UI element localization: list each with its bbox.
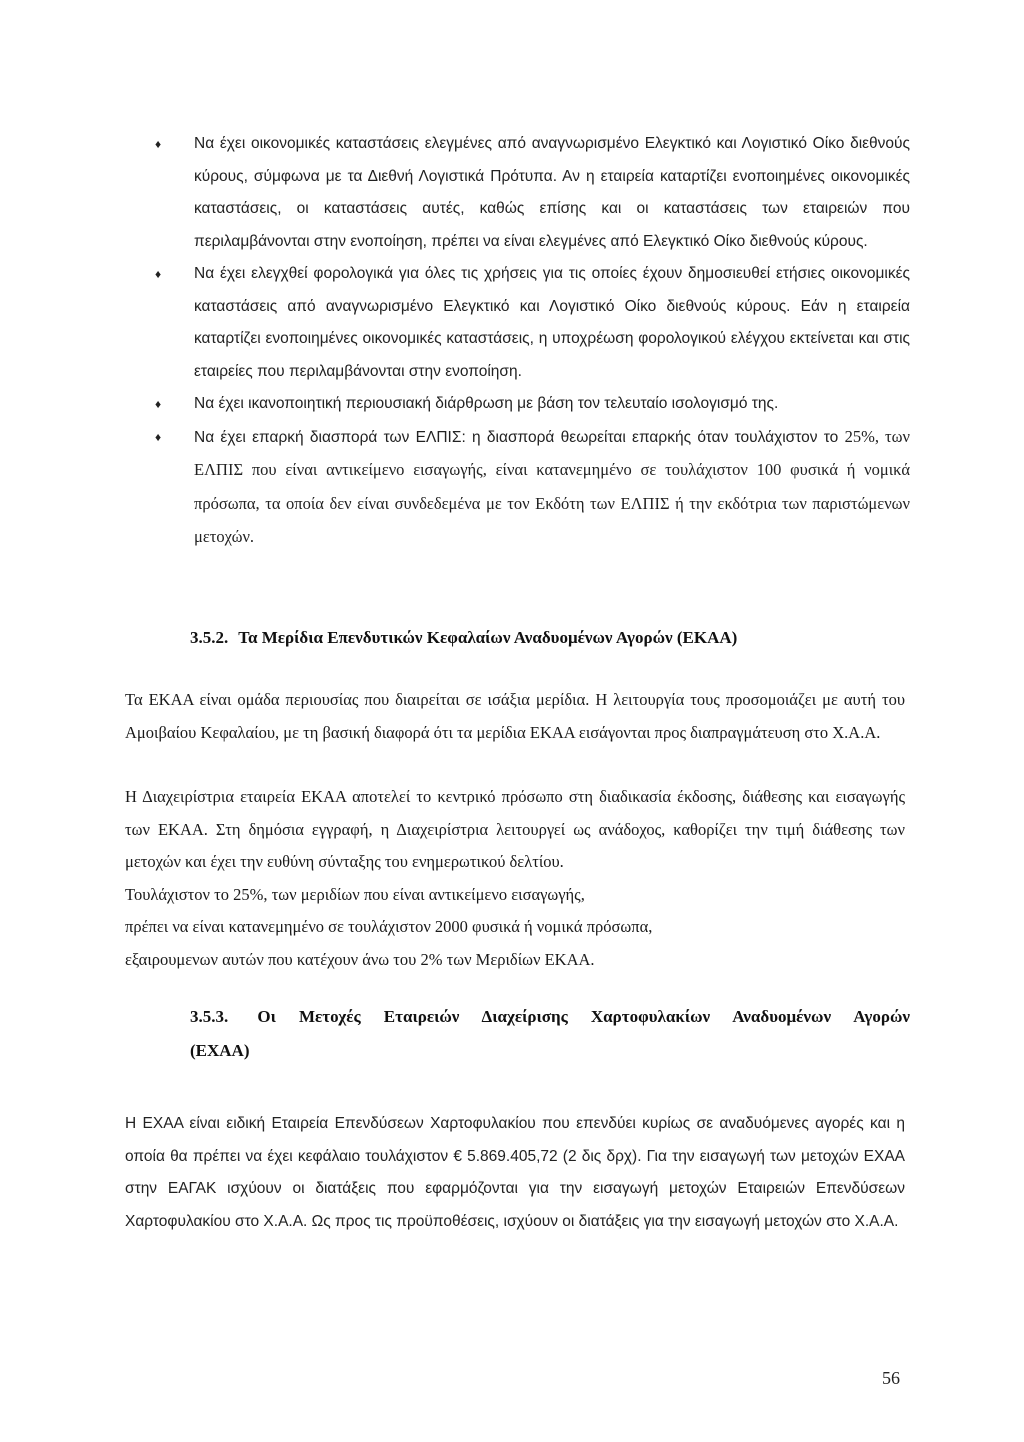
list-item-text: Να έχει ελεγχθεί φορολογικά για όλες τις χρήσεις για τις οποίες έχουν δημοσιευθεί ετήσιες οικονομικές καταστάσεις από αναγνωρισμένο Ελεγκτικό και Λογιστικό Οίκο διεθνούς κύρους. Εάν η εταιρεία καταρτίζει ενοποιημένες οικονομικές καταστάσεις, η υποχρέωση φορολογικού ελέγχου εκτείνεται και στις εταιρείες που περιλαμβάνονται στην ενοποίηση. <box>194 265 910 380</box>
section-title: Οι Μετοχές Εταιρειών Διαχείρισης Χαρτοφυλακίων Αναδυομένων Αγορών <box>257 1007 910 1026</box>
section-title-continued: (ΕΧΑΑ) <box>190 1041 250 1060</box>
ekaa-requirement-line: Τουλάχιστον το 25%, των μεριδίων που είναι αντικείμενο εισαγωγής, <box>125 885 585 904</box>
ekaa-description-paragraph: Τα ΕΚΑΑ είναι ομάδα περιουσίας που διαιρείται σε ισάξια μερίδια. Η λειτουργία τους προσομοιάζει με αυτή του Αμοιβαίου Κεφαλαίου, με τη βασική διαφορά ότι τα μερίδια ΕΚΑΑ εισάγονται προς διαπραγμάτευση στο Χ.Α.Α. <box>125 690 905 742</box>
list-item <box>150 128 910 258</box>
page-number: 56 <box>882 1368 900 1388</box>
diamond-bullet-icon: ♦ <box>155 397 162 411</box>
requirements-list <box>150 128 910 555</box>
section-number: 3.5.3. <box>190 1007 229 1026</box>
section-title: Τα Μερίδια Επενδυτικών Κεφαλαίων Αναδυομένων Αγορών (ΕΚΑΑ) <box>238 628 738 647</box>
list-item <box>150 421 910 555</box>
ekaa-manager-paragraph: Η Διαχειρίστρια εταιρεία ΕΚΑΑ αποτελεί το κεντρικό πρόσωπο στη διαδικασία έκδοσης, διάθεσης και εισαγωγής των ΕΚΑΑ. Στη δημόσια εγγραφή, η Διαχειρίστρια λειτουργεί ως ανάδοχος, καθορίζει την τιμή διάθεσης των μετοχών και έχει την ευθύνη σύνταξης του ενημερωτικού δελτίου. <box>125 787 905 871</box>
ekaa-requirement-line: πρέπει να είναι κατανεμημένο σε τουλάχιστον 2000 φυσικά ή νομικά πρόσωπα, <box>125 917 653 936</box>
list-item-text-continued: 25%, των ΕΛΠΙΣ που είναι αντικείμενο εισαγωγής, είναι κατανεμημένο σε τουλάχιστον 100 φυσικά ή νομικά πρόσωπα, τα οποία δεν είναι συνδεδεμένα με τον Εκδότη των ΕΛΠΙΣ ή την εκδότρια των παριστώμενων μετοχών. <box>194 426 910 546</box>
list-item-text: Να έχει επαρκή διασπορά των ΕΛΠΙΣ: η διασπορά θεωρείται επαρκής όταν τουλάχιστον το <box>194 428 839 446</box>
diamond-bullet-icon: ♦ <box>155 137 162 151</box>
section-number: 3.5.2. <box>190 628 229 647</box>
list-item <box>150 388 910 421</box>
list-item <box>150 258 910 388</box>
section-heading-3-5-2 <box>190 622 910 654</box>
ekaa-requirement-line: εξαιρουμενων αυτών που κατέχουν άνω του 2% των Μεριδίων ΕΚΑΑ. <box>125 950 595 969</box>
exaa-paragraph: Η ΕΧΑΑ είναι ειδική Εταιρεία Επενδύσεων Χαρτοφυλακίου που επενδύει κυρίως σε αναδυόμενες αγορές και η οποία θα πρέπει να έχει κεφάλαιο τουλάχιστον € 5.869.405,72 (2 δις δρχ). Για την εισαγωγή των μετοχών ΕΧΑΑ στην ΕΑΓΑΚ ισχύουν οι διατάξεις που εφαρμόζονται για την εισαγωγή μετοχών Εταιρειών Επενδύσεων Χαρτοφυλακίου στο Χ.Α.Α. Ως προς τις προϋποθέσεις, ισχύουν οι διατάξεις για την εισαγωγή μετοχών στο Χ.Α.Α. <box>125 1115 905 1230</box>
section-heading-3-5-3 <box>190 1000 910 1068</box>
diamond-bullet-icon: ♦ <box>155 267 162 281</box>
diamond-bullet-icon: ♦ <box>155 429 162 444</box>
list-item-text: Να έχει ικανοποιητική περιουσιακή διάρθρωση με βάση τον τελευταίο ισολογισμό της. <box>194 395 779 412</box>
list-item-text: Να έχει οικονομικές καταστάσεις ελεγμένες από αναγνωρισμένο Ελεγκτικό και Λογιστικό Οίκο διεθνούς κύρους, σύμφωνα με τα Διεθνή Λογιστικά Πρότυπα. Αν η εταιρεία καταρτίζει ενοποιημένες οικονομικές καταστάσεις, οι καταστάσεις αυτές, καθώς επίσης και οι καταστάσεις των εταιρειών που περιλαμβάνονται στην ενοποίηση, πρέπει να είναι ελεγμένες από Ελεγκτικό Οίκο διεθνούς κύρους. <box>194 135 910 250</box>
